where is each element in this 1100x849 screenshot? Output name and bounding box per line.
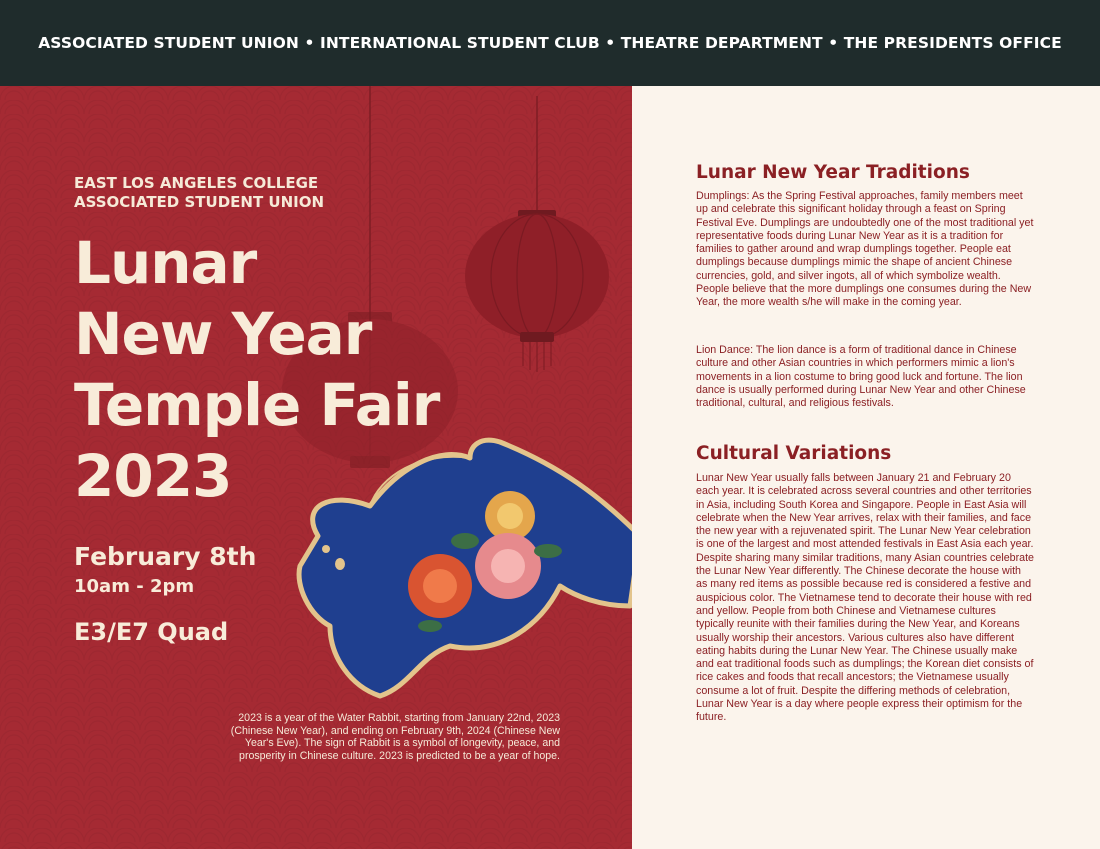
title-line-3: Temple Fair [74, 371, 440, 439]
year-of-rabbit-note: 2023 is a year of the Water Rabbit, starting from January 22nd, 2023 (Chinese New Year), and ending on February 9th, 2024 (Chinese New Year's Eve). The sign of Rabbit is a symbol of longevity, peace, and prosperity in Chinese culture. 2023 is predicted to be a year of hope. [230, 712, 560, 762]
lion-dance-paragraph: Lion Dance: The lion dance is a form of traditional dance in Chinese culture and other Asian countries in which performers mimic a lion's movements in a lion costume to bring good luck and fortune. The lion dance is usually performed during Lunar New Year and other Chinese traditional, cultural, and religious festivals. [696, 344, 1026, 410]
host-organization [74, 174, 324, 212]
variations-paragraph: Lunar New Year usually falls between January 21 and February 20 each year. It is celebrated across several countries and other territories in Asia, including South Korea and Singapore. People in East Asia will celebrate when the New Year arrives, relax with their families, and face the new year with a rejuvenated spirit. The Lunar New Year celebration is one of the largest and most attended festivals in East Asia each year. Despite sharing many similar traditions, many Asian countries celebrate the Lunar New Year differently. The Chinese decorate the house with as many red items as possible because red is considered a festive and auspicious color. The Vietnamese tend to decorate their house with red and yellow. People from both Chinese and Vietnamese cultures typically reunite with their families during the New Year, and Koreans usually worship their ancestors. Various cultures also have different eating habits during the Lunar New Year. The Chinese usually make and eat traditional foods such as dumplings; the Korean diet consists of rice cakes and foods that recall ancestors; the Vietnamese usually consume a lot of fruit. Despite the differing methods of celebration, Lunar New Year is a day where people express their optimism for the future. [696, 472, 1034, 724]
event-time: 10am - 2pm [74, 576, 195, 597]
title-line-1: Lunar [74, 229, 257, 297]
dumplings-paragraph: Dumplings: As the Spring Festival approaches, family members meet up and celebrate this significant holiday through a feast on Spring Festival Eve. Dumplings are undoubtedly one of the most traditional yet representative foods during Lunar New Year as it is a tradition for families to gather around and wrap dumplings together. People eat dumplings because dumplings mimic the shape of ancient Chinese currencies, gold, and silver ingots, all of which symbolize wealth. People believe that the more dumplings one consumes during the New Year, the more wealth s/he will make in the coming year. [696, 190, 1034, 309]
host-line-2: ASSOCIATED STUDENT UNION [74, 193, 325, 211]
organizations-header [0, 0, 1100, 86]
lantern-icon [465, 210, 609, 372]
traditions-heading: Lunar New Year Traditions [696, 162, 970, 183]
info-panel [632, 86, 1100, 849]
event-title [74, 228, 439, 512]
event-location: E3/E7 Quad [74, 618, 229, 646]
variations-heading: Cultural Variations [696, 443, 892, 464]
poster-panel [0, 86, 632, 849]
event-date: February 8th [74, 542, 257, 571]
title-line-2: New Year [74, 300, 372, 368]
organizations-text: ASSOCIATED STUDENT UNION • INTERNATIONAL STUDENT CLUB • THEATRE DEPARTMENT • THE PRESIDENTS OFFICE [38, 34, 1062, 52]
host-line-1: EAST LOS ANGELES COLLEGE [74, 174, 319, 192]
title-line-4: 2023 [74, 442, 232, 510]
